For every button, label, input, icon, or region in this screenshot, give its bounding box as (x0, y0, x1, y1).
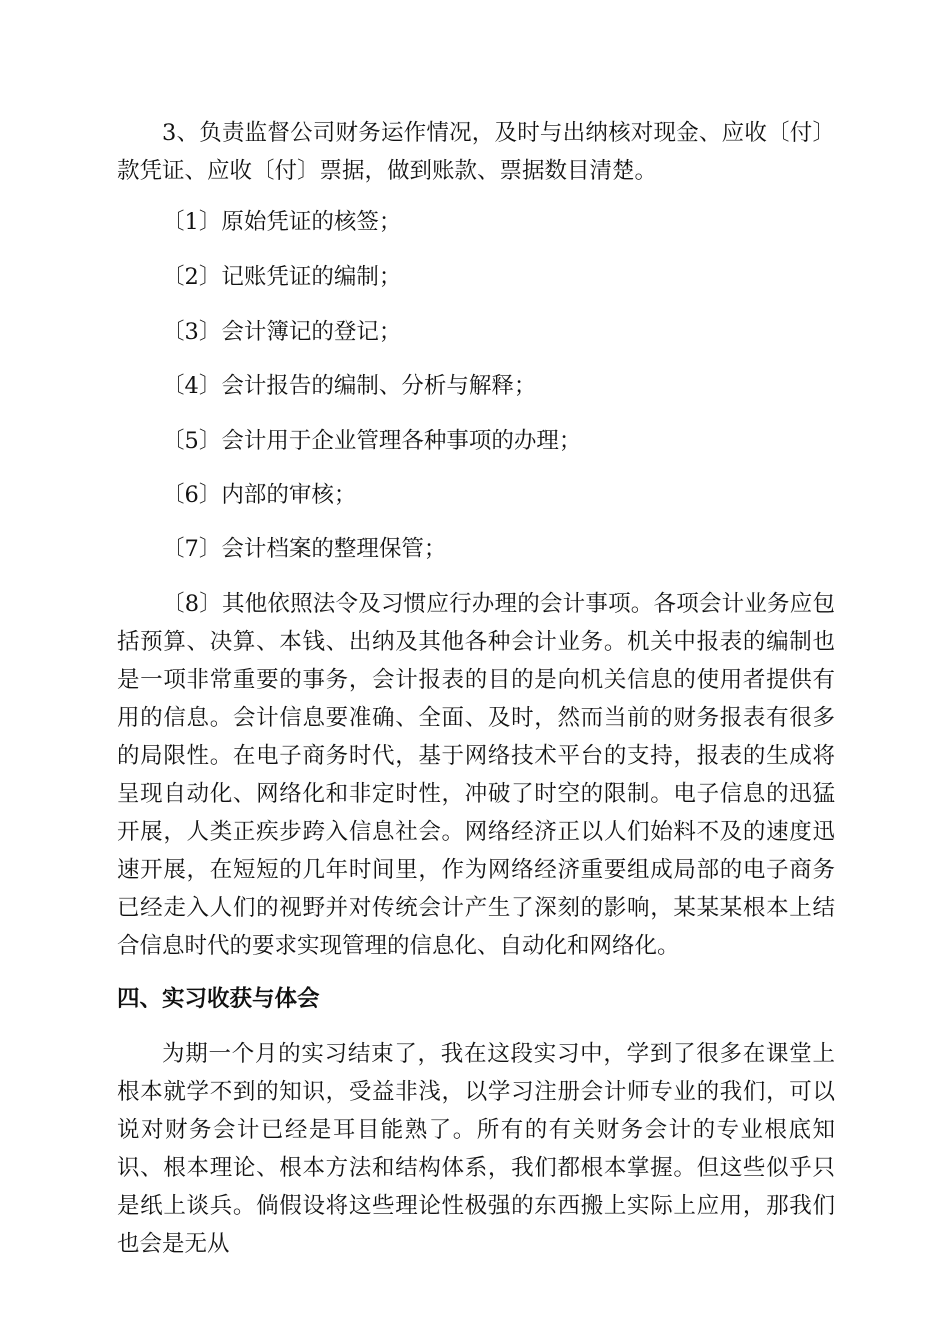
list-item-7: 〔7〕会计档案的整理保管； (162, 536, 447, 562)
paragraph-8: 〔8〕其他依照法令及习惯应行办理的会计事项。各项会计业务应包括预算、决算、本钱、出纳及其他各种会计业务。机关中报表的编制也是一项非常重要的事务，会计报表的目的是向机关信息的使用者提供有用的信息。会计信息要准确、全面、及时，然而当前的财务报表有很多的局限性。在电子商务时代，基于网络技术平台的支持，报表的生成将呈现自动化、网络化和非定时性，冲破了时空的限制。电子信息的迅猛开展，人类正疾步跨入信息社会。网络经济正以人们始料不及的速度迅速开展，在短短的几年时间里，作为网络经济重要组成局部的电子商务已经走入人们的视野并对传统会计产生了深刻的影响，某某某根本上结合信息时代的要求实现管理的信息化、自动化和网络化。 (117, 591, 835, 959)
list-item-4: 〔4〕会计报告的编制、分析与解释； (162, 373, 537, 399)
list-item-5: 〔5〕会计用于企业管理各种事项的办理； (162, 428, 582, 454)
list-item-2: 〔2〕记账凭证的编制； (162, 264, 402, 290)
paragraph-3: 3、负责监督公司财务运作情况，及时与出纳核对现金、应收〔付〕款凭证、应收〔付〕票据，做到账款、票据数目清楚。 (117, 120, 835, 184)
section-heading: 四、实习收获与体会 (117, 986, 320, 1012)
list-item-3: 〔3〕会计簿记的登记； (162, 319, 402, 345)
list-item-1: 〔1〕原始凭证的核签； (162, 209, 402, 235)
section-paragraph: 为期一个月的实习结束了，我在这段实习中，学到了很多在课堂上根本就学不到的知识，受益非浅，以学习注册会计师专业的我们，可以说对财务会计已经是耳目能熟了。所有的有关财务会计的专业根底知识、根本理论、根本方法和结构体系，我们都根本掌握。但这些似乎只是纸上谈兵。倘假设将这些理论性极强的东西搬上实际上应用，那我们也会是无从 (117, 1041, 835, 1257)
list-item-6: 〔6〕内部的审核； (162, 482, 357, 508)
